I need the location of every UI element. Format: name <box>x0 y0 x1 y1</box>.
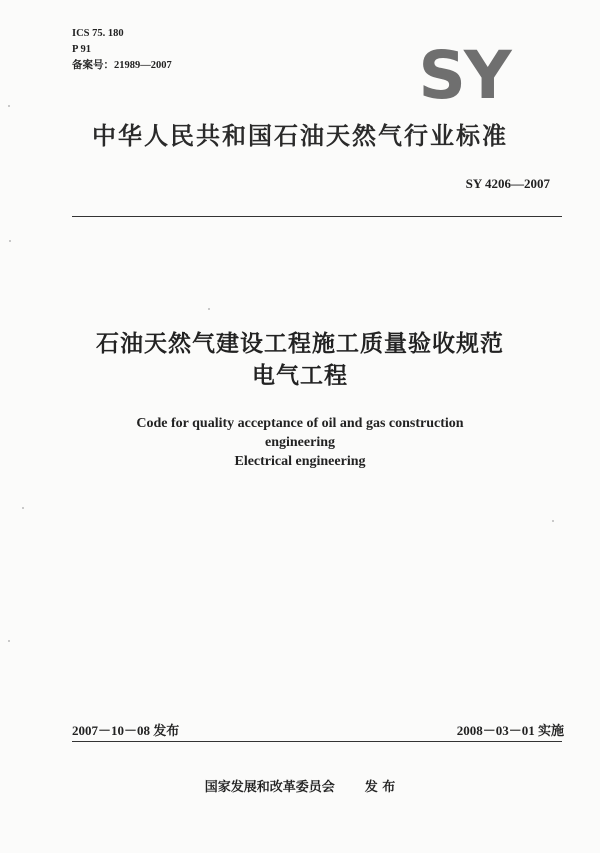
class-code: P 91 <box>72 44 91 55</box>
classification-block <box>72 26 172 74</box>
en-title-line-1: Code for quality acceptance of oil and gas construction <box>136 416 464 431</box>
scan-speck <box>22 507 24 509</box>
scan-speck <box>9 240 11 242</box>
standard-number: SY 4206—2007 <box>465 176 550 191</box>
issue-date: 2007－10－08 发布 <box>72 723 180 738</box>
en-title-line-3: Electrical engineering <box>234 454 366 469</box>
issuer-name: 国家发展和改革委员会 <box>204 780 335 795</box>
main-title-line-1: 石油天然气建设工程施工质量验收规范 <box>96 331 504 357</box>
effective-date: 2008－03－01 实施 <box>456 723 564 738</box>
scan-speck <box>208 308 210 310</box>
issuer-line <box>0 776 600 795</box>
ics-code: ICS 75. 180 <box>72 28 124 39</box>
main-title-zh <box>0 328 600 392</box>
scan-speck <box>8 105 10 107</box>
header-divider <box>72 216 562 217</box>
issuer-action: 发 布 <box>364 780 396 795</box>
sy-logo-text: SY <box>418 42 510 106</box>
scan-speck <box>8 640 10 642</box>
standard-category-title: 中华人民共和国石油天然气行业标准 <box>92 122 508 150</box>
record-number: 备案号：21989—2007 <box>72 60 172 71</box>
main-title-en <box>0 414 600 471</box>
en-title-line-2: engineering <box>265 435 335 450</box>
scan-speck <box>552 520 554 522</box>
footer-divider <box>72 741 562 742</box>
sy-logo <box>404 42 524 106</box>
main-title-line-2: 电气工程 <box>252 363 348 389</box>
